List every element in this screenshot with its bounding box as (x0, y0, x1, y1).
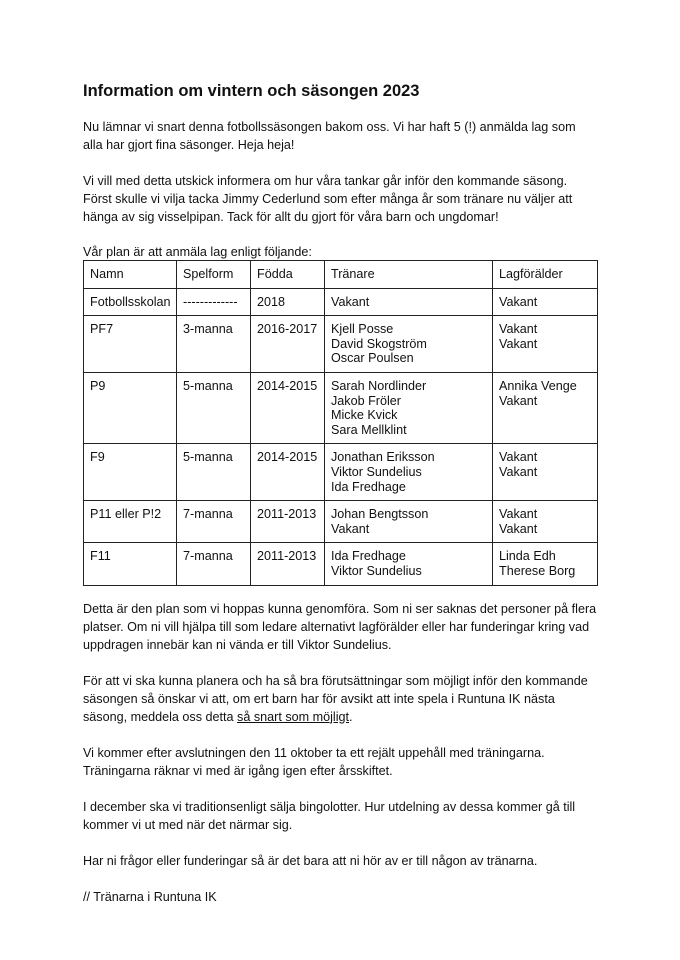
table-row (84, 288, 598, 316)
cell-coaches (325, 372, 493, 443)
paragraph-thanks: Vi vill med detta utskick informera om hur våra tankar går inför den kommande säsong. Först skulle vi vilja tacka Jimmy Cederlund som efter många år som tränare nu väljer att hänga av sig visselpipan. Tack för allt du gjort för våra barn och ungdomar! (83, 174, 573, 224)
coach-name: Vakant (331, 521, 370, 536)
cell-team-name: Fotbollsskolan (84, 288, 177, 316)
cell-team-name: F11 (84, 543, 177, 585)
cell-parents (493, 444, 598, 501)
table-row (84, 444, 598, 501)
cell-coaches (325, 444, 493, 501)
cell-format: 5-manna (177, 372, 251, 443)
cell-born: 2014-2015 (251, 372, 325, 443)
coach-name: Sarah Nordlinder (331, 378, 427, 393)
parent-name: Vakant (499, 393, 538, 408)
paragraph-questions: Har ni frågor eller funderingar så är det bara att ni hör av er till någon av tränarna. (83, 853, 538, 868)
cell-team-name: P11 eller P!2 (84, 501, 177, 543)
coach-name: Kjell Posse (331, 322, 394, 337)
parent-name: Therese Borg (499, 563, 576, 578)
parent-name: Linda Edh (499, 549, 556, 564)
header-cell-name: Namn (84, 261, 177, 289)
parent-name: Vakant (499, 336, 538, 351)
cell-parents (493, 543, 598, 585)
cell-format: 7-manna (177, 543, 251, 585)
table-header-row (84, 261, 598, 289)
coach-name: Sara Mellklint (331, 422, 407, 437)
cell-format: 3-manna (177, 316, 251, 373)
planning-text: För att vi ska kunna planera och ha så bra förutsättningar som möjligt inför den kommande säsongen så önskar vi att, om ert barn har för avsikt att inte spela i Runtuna IK nästa säsong, meddela oss detta (83, 673, 588, 724)
parent-name: Vakant (499, 464, 538, 479)
paragraph-break: Vi kommer efter avslutningen den 11 oktober ta ett rejält uppehåll med träningarna. Träningarna räknar vi med är igång igen efter årsskiftet. (83, 745, 545, 778)
cell-parents (493, 288, 598, 316)
header-cell-born: Födda (251, 261, 325, 289)
coach-name: Viktor Sundelius (331, 464, 422, 479)
signature: // Tränarna i Runtuna IK (83, 889, 217, 904)
document-page (83, 80, 598, 906)
parent-name: Vakant (499, 322, 538, 337)
paragraph-plan-intro: Vår plan är att anmäla lag enligt följande: (83, 245, 312, 259)
cell-coaches (325, 501, 493, 543)
cell-born: 2016-2017 (251, 316, 325, 373)
parent-name: Vakant (499, 294, 538, 309)
cell-born: 2011-2013 (251, 543, 325, 585)
cell-born: 2014-2015 (251, 444, 325, 501)
coach-name: Oscar Poulsen (331, 351, 414, 366)
header-cell-coaches: Tränare (325, 261, 493, 289)
coach-name: Jakob Fröler (331, 393, 401, 408)
teams-table (83, 260, 598, 586)
table-row (84, 543, 598, 585)
parent-name: Vakant (499, 521, 538, 536)
paragraph-planning (83, 672, 598, 726)
cell-coaches (325, 288, 493, 316)
cell-parents (493, 501, 598, 543)
document-title: Information om vintern och säsongen 2023 (83, 82, 420, 100)
coach-name: Micke Kvick (331, 408, 398, 423)
header-cell-parents: Lagförälder (493, 261, 598, 289)
cell-coaches (325, 543, 493, 585)
table-row (84, 501, 598, 543)
cell-team-name: P9 (84, 372, 177, 443)
cell-parents (493, 316, 598, 373)
header-cell-format: Spelform (177, 261, 251, 289)
coach-name: Viktor Sundelius (331, 563, 422, 578)
parent-name: Vakant (499, 507, 538, 522)
cell-format: 5-manna (177, 444, 251, 501)
cell-coaches (325, 316, 493, 373)
coach-name: Johan Bengtsson (331, 507, 429, 522)
planning-emphasis: så snart som möjligt (237, 709, 350, 724)
coach-name: Vakant (331, 294, 370, 309)
paragraph-intro: Nu lämnar vi snart denna fotbollssäsongen bakom oss. Vi har haft 5 (!) anmälda lag som alla har gjort fina säsonger. Heja heja! (83, 120, 576, 152)
cell-team-name: PF7 (84, 316, 177, 373)
cell-born: 2011-2013 (251, 501, 325, 543)
cell-team-name: F9 (84, 444, 177, 501)
planning-text-end: . (349, 709, 353, 724)
paragraph-bingo: I december ska vi traditionsenligt sälja bingolotter. Hur utdelning av dessa kommer gå till kommer vi ut med när det närmar sig. (83, 799, 576, 832)
cell-parents (493, 372, 598, 443)
table-row (84, 316, 598, 373)
parent-name: Vakant (499, 450, 538, 465)
coach-name: David Skogström (331, 336, 427, 351)
coach-name: Ida Fredhage (331, 549, 406, 564)
parent-name: Annika Venge (499, 378, 577, 393)
coach-name: Ida Fredhage (331, 479, 406, 494)
cell-format: 7-manna (177, 501, 251, 543)
cell-format: ------------- (177, 288, 251, 316)
table-row (84, 372, 598, 443)
cell-born: 2018 (251, 288, 325, 316)
paragraph-plan-note: Detta är den plan som vi hoppas kunna genomföra. Som ni ser saknas det personer på flera platser. Om ni vill hjälpa till som ledare alternativt lagförälder eller har funderingar kring vad uppdragen innebär kan ni vända er till Viktor Sundelius. (83, 601, 597, 652)
coach-name: Jonathan Eriksson (331, 450, 435, 465)
